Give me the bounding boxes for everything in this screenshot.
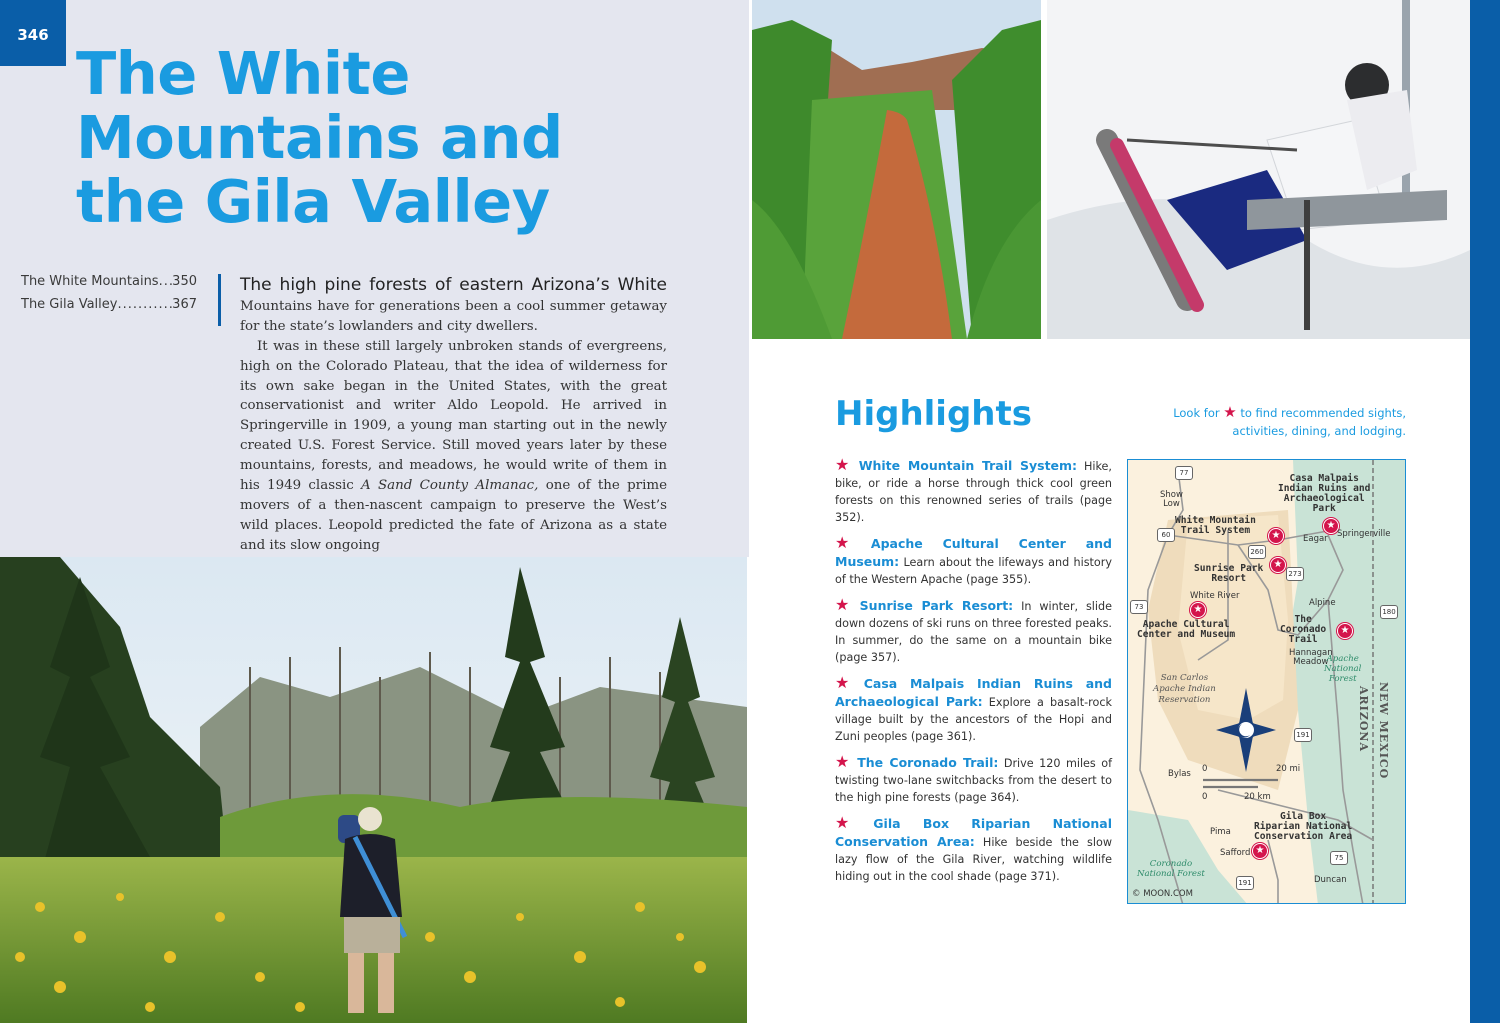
star-legend-text: Look for bbox=[1173, 406, 1220, 420]
divider-bar bbox=[218, 274, 221, 326]
highlight-item bbox=[835, 674, 1112, 745]
highlight-item bbox=[835, 814, 1112, 885]
highlight-description: Drive 120 miles of twisting two-lane switchbacks from the desert to the high pine forests (page 364). bbox=[835, 757, 1113, 804]
map-state-arizona: ARIZONA bbox=[1357, 686, 1370, 753]
route-shield: 73 bbox=[1130, 600, 1148, 614]
map-label-casa-malpais: Casa Malpais Indian Ruins and Archaeological Park bbox=[1278, 473, 1371, 514]
highlights-title: Highlights bbox=[835, 394, 1032, 434]
map-reservation: San Carlos Apache Indian Reservation bbox=[1153, 673, 1216, 705]
toc-entry-label: The Gila Valley bbox=[21, 297, 118, 312]
map-town-safford: Safford bbox=[1220, 848, 1251, 858]
river-photo bbox=[752, 0, 1041, 339]
star-icon: ★ bbox=[835, 813, 868, 832]
star-icon: ★ bbox=[835, 752, 852, 771]
star-legend bbox=[1170, 403, 1406, 440]
map-coronado-forest: Coronado National Forest bbox=[1137, 859, 1205, 879]
map-scale-miles: 20 mi bbox=[1276, 764, 1301, 774]
map-star-icon[interactable]: ★ bbox=[1252, 843, 1268, 859]
highlight-name[interactable]: Gila Box Riparian National Conservation Area: bbox=[835, 816, 1113, 849]
star-legend-text: to find recommended sights, activities, dining, and lodging. bbox=[1232, 406, 1406, 438]
page-edge-bar bbox=[1470, 0, 1500, 1023]
map-town-show-low: Show Low bbox=[1160, 490, 1183, 509]
ski-lift-photo bbox=[1047, 0, 1470, 339]
highlight-description: Hike, bike, or ride a horse through thick cool green forests on this renowned series of trails (page 352). bbox=[835, 460, 1112, 524]
star-icon: ★ bbox=[835, 673, 858, 692]
meadow-hiker-photo bbox=[0, 557, 747, 1023]
highlight-description: In winter, slide down dozens of ski runs on three forested peaks. In summer, do the same on a mountain bike (page 357). bbox=[835, 600, 1112, 664]
toc-entry[interactable] bbox=[21, 274, 197, 297]
highlight-item bbox=[835, 456, 1112, 526]
highlight-name[interactable]: White Mountain Trail System: bbox=[858, 458, 1078, 473]
intro-lead: The high pine forests of eastern Arizona’s White bbox=[240, 275, 667, 295]
highlight-name[interactable]: Sunrise Park Resort: bbox=[859, 598, 1014, 613]
map-star-icon[interactable]: ★ bbox=[1323, 518, 1339, 534]
book-title: A Sand County Almanac, bbox=[361, 478, 539, 494]
map-town-springerville: Springerville bbox=[1337, 529, 1391, 539]
map-label-coronado-trail: The Coronado Trail bbox=[1280, 614, 1327, 645]
map-label-gila-box: Gila Box Riparian National Conservation Area bbox=[1254, 811, 1353, 842]
toc-entry-page: 350 bbox=[172, 274, 197, 289]
chapter-title-line: Mountains and bbox=[76, 103, 563, 172]
highlight-name[interactable]: Apache Cultural Center and Museum: bbox=[835, 536, 1112, 569]
highlight-name[interactable]: Casa Malpais Indian Ruins and Archaeological Park: bbox=[835, 676, 1112, 709]
intro-paragraph-text: It was in these still largely unbroken stands of evergreens, high on the Colorado Plateau, that the idea of wilderness for its own sake began in the United States, with the great conservationist and writer Aldo Leopold. He arrived in Springerville in 1909, a young man starting out in the newly created U.S. Forest Service. Still moved years later by these mountains, forests, and meadows, he would write of them in his 1949 classic bbox=[240, 338, 667, 494]
map-state-new-mexico: NEW MEXICO bbox=[1377, 682, 1390, 780]
map-town-pima: Pima bbox=[1210, 827, 1231, 837]
route-shield: 75 bbox=[1330, 851, 1348, 865]
map-star-icon[interactable]: ★ bbox=[1268, 528, 1284, 544]
map-label-trail-system: White Mountain Trail System bbox=[1175, 515, 1256, 536]
map-label-sunrise-park: Sunrise Park Resort bbox=[1194, 563, 1264, 584]
map-town-alpine: Alpine bbox=[1309, 598, 1336, 608]
highlight-item bbox=[835, 753, 1112, 806]
intro-paragraph bbox=[240, 337, 667, 556]
chapter-title-line: the Gila Valley bbox=[76, 167, 550, 236]
route-shield: 273 bbox=[1286, 567, 1304, 581]
map-star-icon[interactable]: ★ bbox=[1270, 557, 1286, 573]
highlight-item bbox=[835, 534, 1112, 588]
highlight-name[interactable]: The Coronado Trail: bbox=[857, 755, 999, 770]
map-town-hannagan-meadow: Hannagan Meadow bbox=[1289, 648, 1333, 667]
map-scale-zero: 0 bbox=[1202, 764, 1208, 774]
star-icon: ★ bbox=[1223, 403, 1237, 421]
highlight-description: Explore a basalt-rock village built by the ancestors of the Hopi and Zuni peoples (page 361). bbox=[835, 696, 1112, 743]
highlight-description: Hike beside the slow lazy flow of the Gila River, watching wildlife hiding out in the cool shade (page 371). bbox=[835, 836, 1112, 883]
map-town-bylas: Bylas bbox=[1168, 769, 1191, 779]
map-star-icon[interactable]: ★ bbox=[1337, 623, 1353, 639]
map-apache-forest: Apache National Forest bbox=[1324, 654, 1362, 684]
highlight-item bbox=[835, 596, 1112, 666]
map-credit: © MOON.COM bbox=[1132, 889, 1193, 899]
star-icon: ★ bbox=[835, 595, 854, 614]
intro-paragraph-text: one of the prime movers of a then-nascent campaign to preserve the West’s wild places. Leopold predicted the fate of Arizona as a state and its slow ongoing bbox=[240, 478, 667, 553]
star-icon: ★ bbox=[835, 533, 865, 552]
intro-text bbox=[240, 274, 667, 556]
map-label-apache-center: Apache Cultural Center and Museum bbox=[1137, 619, 1236, 640]
route-shield: 60 bbox=[1157, 528, 1175, 542]
map-scale-km: 20 km bbox=[1244, 792, 1271, 802]
map-town-white-river: White River bbox=[1190, 591, 1240, 601]
intro-paragraph: Mountains have for generations been a cool summer getaway for the state’s lowlanders and city dwellers. bbox=[240, 298, 667, 334]
toc-leader bbox=[159, 274, 173, 289]
map-scale-zero: 0 bbox=[1202, 792, 1208, 802]
toc-leader bbox=[117, 297, 172, 312]
toc-entry-label: The White Mountains bbox=[21, 274, 159, 289]
highlight-description: Learn about the lifeways and history of the Western Apache (page 355). bbox=[835, 556, 1112, 586]
route-shield: 260 bbox=[1248, 545, 1266, 559]
highlights-map bbox=[1127, 459, 1406, 904]
route-shield: 191 bbox=[1236, 876, 1254, 890]
highlights-list bbox=[835, 456, 1112, 893]
chapter-title-line: The White bbox=[76, 39, 410, 108]
map-star-icon[interactable]: ★ bbox=[1190, 602, 1206, 618]
star-icon: ★ bbox=[835, 455, 853, 474]
route-shield: 77 bbox=[1175, 466, 1193, 480]
route-shield: 180 bbox=[1380, 605, 1398, 619]
chapter-contents bbox=[21, 274, 197, 320]
page-number: 346 bbox=[0, 0, 66, 66]
map-town-eagar: Eagar bbox=[1303, 534, 1328, 544]
chapter-title bbox=[76, 39, 563, 236]
toc-entry[interactable] bbox=[21, 297, 197, 320]
toc-entry-page: 367 bbox=[172, 297, 197, 312]
map-town-duncan: Duncan bbox=[1314, 875, 1347, 885]
route-shield: 191 bbox=[1294, 728, 1312, 742]
